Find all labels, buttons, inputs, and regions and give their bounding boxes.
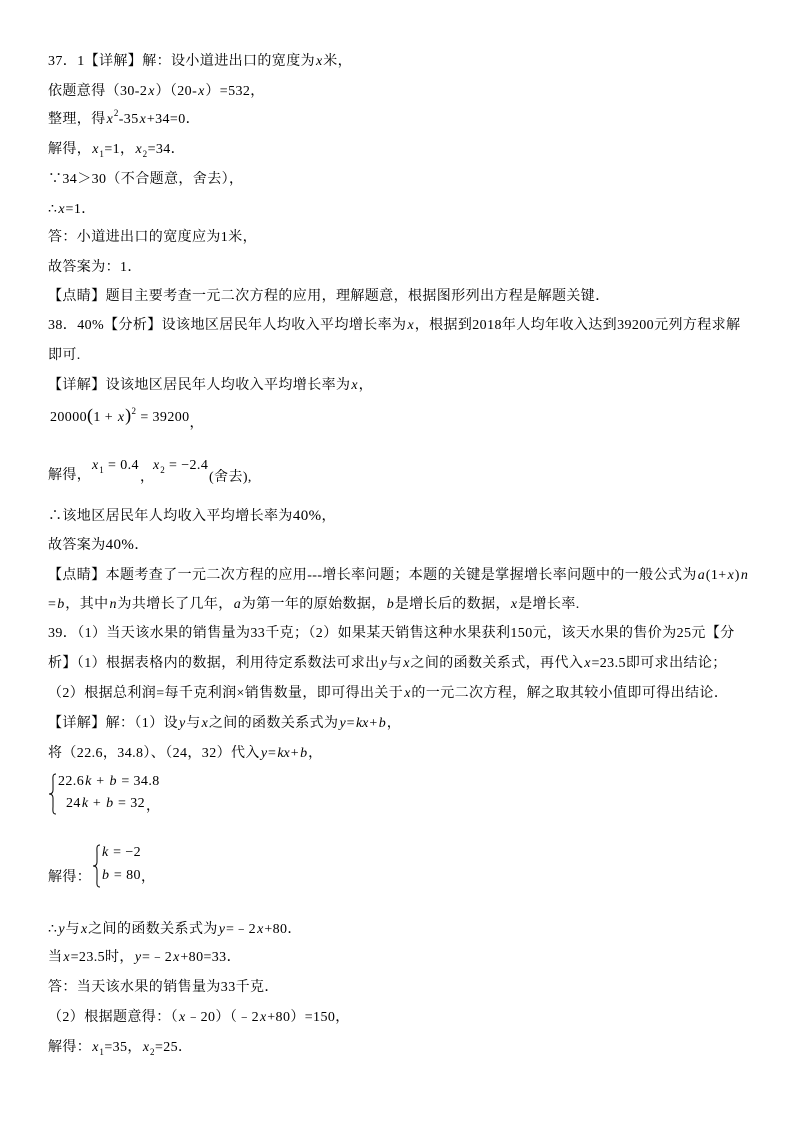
math-variable: x bbox=[584, 656, 591, 671]
math-variable: a bbox=[233, 597, 241, 612]
text: 米， bbox=[323, 54, 353, 69]
q38-line-6 bbox=[48, 506, 336, 526]
q39-line-11 bbox=[48, 978, 279, 998]
subscript: 2 bbox=[160, 465, 166, 475]
math-variable: x bbox=[92, 142, 99, 157]
text: 解得： bbox=[48, 1040, 92, 1055]
q37-line-2 bbox=[48, 82, 265, 102]
text: = 0.4 bbox=[104, 458, 139, 473]
text: 解得： bbox=[48, 870, 92, 885]
text: =34． bbox=[147, 142, 186, 157]
text: 依题意得（30-2 bbox=[48, 84, 148, 99]
text: = bbox=[346, 716, 355, 731]
q38-root-1 bbox=[91, 456, 139, 476]
q37-line-1 bbox=[48, 52, 352, 72]
text: 的一元二次方程，解之取其较小值即可得出结论． bbox=[411, 686, 729, 701]
percent-value: 40% bbox=[105, 537, 135, 553]
text: =1， bbox=[104, 142, 135, 157]
text: 解得， bbox=[48, 468, 92, 483]
math-variable: y bbox=[339, 716, 346, 731]
text: +80=33． bbox=[180, 950, 241, 965]
text: 解得， bbox=[48, 142, 92, 157]
q39-line-10 bbox=[48, 948, 241, 968]
text: 当 bbox=[48, 950, 63, 965]
text: 【详解】解：（1）设 bbox=[48, 716, 178, 731]
text: ）=532， bbox=[205, 84, 265, 99]
text: ，其中 bbox=[65, 597, 109, 612]
text: ， bbox=[189, 416, 204, 431]
text: = bbox=[268, 746, 277, 761]
text: ∴ bbox=[48, 922, 58, 937]
text: =﹣2 bbox=[225, 922, 257, 937]
math-variable: x bbox=[404, 686, 411, 701]
subscript: 1 bbox=[99, 149, 105, 159]
math-variable: x bbox=[63, 950, 70, 965]
q38-line-3 bbox=[48, 376, 373, 396]
text: 【点睛】题目主要考查一元二次方程的应用，理解题意，根据图形列出方程是解题关键． bbox=[48, 289, 610, 304]
text: 与 bbox=[186, 716, 201, 731]
text: =35， bbox=[104, 1040, 142, 1055]
text: 37．1【详解】解：设小道进出口的宽度为 bbox=[48, 54, 315, 69]
text: ∴ bbox=[48, 202, 58, 217]
q39-line-2 bbox=[48, 654, 727, 674]
math-variable: x bbox=[139, 112, 146, 127]
q39-line-13 bbox=[48, 1038, 192, 1058]
math-variable: x bbox=[198, 84, 205, 99]
q39-line-9 bbox=[48, 920, 302, 940]
math-variable: x bbox=[316, 54, 323, 69]
text: 39．（1）当天该水果的销售量为33千克；（2）如果某天销售这种水果获利150元，该天水果的售价为25元【分 bbox=[48, 626, 735, 641]
text: ， bbox=[358, 378, 374, 393]
text: ) bbox=[734, 568, 740, 583]
q38-line-2 bbox=[48, 346, 81, 366]
math-variable: x bbox=[58, 202, 65, 217]
text: 故答案为：1． bbox=[48, 260, 142, 275]
q38-equation bbox=[50, 405, 204, 431]
q37-line-4 bbox=[48, 140, 185, 160]
math-variable: b bbox=[109, 774, 117, 789]
math-variable: x bbox=[92, 1040, 99, 1055]
math-variable: x bbox=[148, 84, 155, 99]
math-variable: x bbox=[727, 568, 734, 583]
text: ，根据到2018年人均年收入达到39200元列方程求解 bbox=[414, 318, 741, 333]
text: 之间的函数关系式，再代入 bbox=[410, 656, 584, 671]
text: = −2 bbox=[109, 845, 142, 860]
text: =1． bbox=[65, 202, 96, 217]
subscript: 2 bbox=[142, 149, 148, 159]
text: =25． bbox=[154, 1040, 193, 1055]
q38-line-7 bbox=[48, 535, 149, 555]
math-variable: y bbox=[260, 746, 268, 761]
math-variable: x bbox=[351, 378, 358, 393]
left-brace bbox=[92, 844, 101, 888]
math-variable: n bbox=[740, 568, 748, 583]
text: = 34.8 bbox=[117, 774, 160, 789]
math-variable: x bbox=[173, 950, 180, 965]
text: ）（20- bbox=[155, 84, 198, 99]
math-variable: x bbox=[92, 458, 99, 473]
text: 20000 bbox=[50, 410, 87, 425]
text: = −2.4 bbox=[165, 458, 209, 473]
text: 与 bbox=[65, 922, 80, 937]
text: （2）根据题意得：（ bbox=[48, 1010, 178, 1025]
text: 1 + bbox=[93, 410, 117, 425]
text: 即可. bbox=[48, 348, 81, 363]
text: =23.5即可求出结论； bbox=[591, 656, 727, 671]
math-variable: k bbox=[81, 796, 89, 811]
text: = 32 bbox=[114, 796, 146, 811]
text: ， bbox=[321, 509, 336, 524]
text: + bbox=[369, 716, 378, 731]
subscript: 2 bbox=[150, 1047, 155, 1057]
text: +80）=150， bbox=[267, 1010, 350, 1025]
q39-solve-label bbox=[48, 868, 91, 888]
text: ， bbox=[308, 746, 323, 761]
q39-solution-k bbox=[101, 843, 141, 863]
text: + bbox=[290, 746, 300, 761]
math-variable: b bbox=[102, 868, 109, 883]
text: -35 bbox=[118, 112, 139, 127]
q38-discard-note bbox=[209, 468, 252, 488]
q37-line-9 bbox=[48, 287, 610, 307]
text: 之间的函数关系式为 bbox=[88, 922, 218, 937]
q39-line-1 bbox=[48, 624, 735, 644]
math-variable: x bbox=[403, 656, 410, 671]
text: 将（22.6，34.8）、（24，32）代入 bbox=[48, 746, 260, 761]
math-variable: x bbox=[135, 142, 142, 157]
superscript: 2 bbox=[131, 406, 137, 416]
math-variable: y bbox=[179, 716, 186, 731]
q39-system-comma bbox=[146, 797, 160, 817]
q37-line-5 bbox=[48, 170, 243, 190]
text: 答：小道进出口的宽度应为1米， bbox=[48, 230, 257, 245]
text: =﹣2 bbox=[142, 950, 173, 965]
text: ． bbox=[134, 538, 149, 553]
text: (舍去), bbox=[209, 470, 252, 485]
text: 22.6 bbox=[58, 774, 85, 789]
text: 为第一年的原始数据， bbox=[241, 597, 386, 612]
math-variable: x bbox=[407, 318, 414, 333]
text: =23.5时， bbox=[70, 950, 134, 965]
q39-system-eq-2 bbox=[66, 794, 145, 814]
math-variable: x bbox=[179, 1010, 186, 1025]
text: 析】（1）根据表格内的数据，利用待定系数法可求出 bbox=[48, 656, 380, 671]
math-variable: x bbox=[117, 410, 125, 425]
math-variable: x bbox=[142, 1040, 150, 1055]
q37-line-3 bbox=[48, 110, 200, 130]
math-variable: y bbox=[58, 922, 65, 937]
left-brace bbox=[48, 773, 57, 815]
q39-line-5 bbox=[48, 744, 322, 764]
math-variable: kx bbox=[277, 746, 290, 761]
math-variable: x bbox=[257, 922, 264, 937]
math-variable: x bbox=[153, 458, 160, 473]
subscript: 1 bbox=[99, 1047, 105, 1057]
text: ∵34＞30（不合题意，舍去）， bbox=[48, 172, 244, 187]
text: 【点睛】本题考查了一元二次方程的应用---增长率问题；本题的关键是掌握增长率问题中的一般公式为 bbox=[48, 568, 697, 583]
text: 之间的函数关系式为 bbox=[208, 716, 339, 731]
math-variable: k bbox=[85, 774, 92, 789]
math-variable: b bbox=[106, 796, 114, 811]
text: ， bbox=[146, 799, 161, 814]
q39-line-4 bbox=[48, 714, 401, 734]
q38-line-9 bbox=[48, 595, 580, 615]
text: + bbox=[89, 796, 106, 811]
math-variable: n bbox=[109, 597, 117, 612]
math-variable: b bbox=[378, 716, 386, 731]
q38-line-1 bbox=[48, 316, 741, 336]
q38-root-2 bbox=[152, 456, 208, 476]
math-variable: y bbox=[218, 922, 225, 937]
text: 整理，得 bbox=[48, 112, 106, 127]
q37-line-6 bbox=[48, 200, 96, 220]
math-variable: b bbox=[57, 597, 65, 612]
left-paren: ( bbox=[87, 405, 94, 425]
percent-value: 40% bbox=[292, 508, 322, 524]
text: 是增长后的数据， bbox=[394, 597, 510, 612]
text: 答：当天该水果的销售量为33千克． bbox=[48, 980, 279, 995]
text: 为共增长了几年， bbox=[117, 597, 233, 612]
text: 是增长率. bbox=[518, 597, 580, 612]
text: (1+ bbox=[705, 568, 727, 583]
q37-line-8 bbox=[48, 258, 142, 278]
q39-solution-comma bbox=[141, 868, 155, 888]
text: = 80 bbox=[110, 868, 141, 883]
math-variable: x bbox=[106, 112, 113, 127]
text: 38．40%【分析】设该地区居民年人均收入平均增长率为 bbox=[48, 318, 407, 333]
q39-line-12 bbox=[48, 1008, 350, 1028]
text: = bbox=[48, 597, 57, 612]
math-variable: k bbox=[102, 845, 109, 860]
math-variable: x bbox=[80, 922, 88, 937]
text: + bbox=[92, 774, 109, 789]
math-variable: y bbox=[380, 656, 387, 671]
text: ， bbox=[386, 716, 402, 731]
math-variable: y bbox=[134, 950, 142, 965]
q39-solution-b bbox=[101, 866, 141, 886]
q38-line-8 bbox=[48, 566, 749, 586]
q39-line-3 bbox=[48, 684, 728, 704]
q38-solve-label bbox=[48, 466, 91, 486]
text: 故答案为 bbox=[48, 538, 106, 553]
math-variable: x bbox=[510, 597, 518, 612]
text: 24 bbox=[66, 796, 81, 811]
q37-line-7 bbox=[48, 228, 257, 248]
text: +80． bbox=[264, 922, 302, 937]
text: = 39200 bbox=[136, 410, 190, 425]
text: ﹣20）（﹣2 bbox=[186, 1010, 260, 1025]
math-variable: x bbox=[260, 1010, 267, 1025]
text: ∴该地区居民年人均收入平均增长率为 bbox=[48, 509, 293, 524]
text: 与 bbox=[387, 656, 403, 671]
subscript: 1 bbox=[99, 465, 105, 475]
q39-system-eq-1 bbox=[58, 772, 160, 792]
math-variable: b bbox=[386, 597, 394, 612]
text: ， bbox=[141, 870, 156, 885]
text: +34=0． bbox=[146, 112, 201, 127]
math-variable: x bbox=[201, 716, 208, 731]
text: （2）根据总利润=每千克利润×销售数量，即可得出关于 bbox=[48, 686, 404, 701]
text: ， bbox=[140, 470, 155, 485]
superscript: 2 bbox=[113, 108, 119, 118]
math-variable: b bbox=[300, 746, 308, 761]
math-variable: a bbox=[697, 568, 705, 583]
text: 【详解】设该地区居民年人均收入平均增长率为 bbox=[48, 378, 351, 393]
math-variable: kx bbox=[355, 716, 369, 731]
right-paren: ) bbox=[125, 405, 132, 425]
